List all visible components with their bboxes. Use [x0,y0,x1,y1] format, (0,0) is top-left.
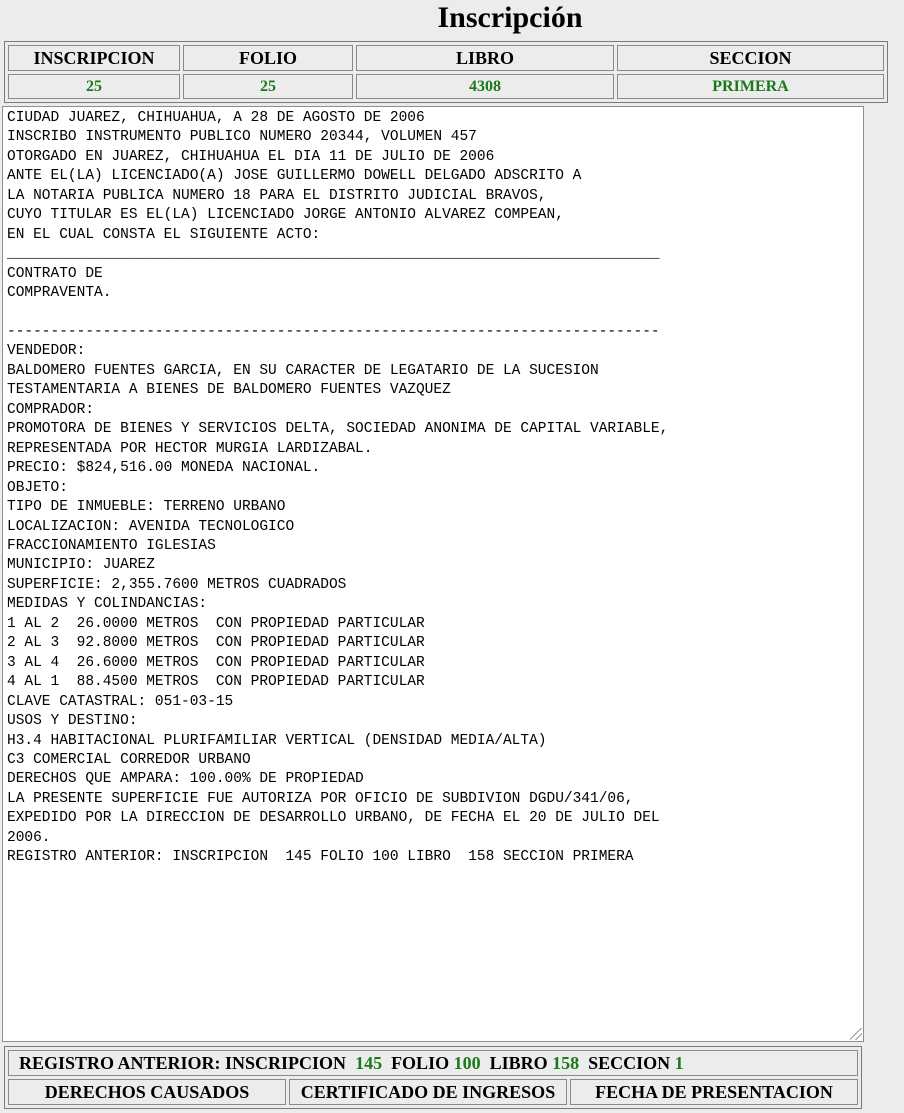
document-line: USOS Y DESTINO: [7,713,138,730]
footer-table [4,1046,862,1109]
document-line: 2 AL 3 92.8000 METROS CON PROPIEDAD PARTICULAR [7,635,425,652]
document-line: INSCRIBO INSTRUMENTO PUBLICO NUMERO 20344, VOLUMEN 457 [7,129,477,146]
document-line: COMPRADOR: [7,401,95,418]
document-line: ANTE EL(LA) LICENCIADO(A) JOSE GUILLERMO DOWELL DELGADO ADSCRITO A [7,168,582,185]
document-line: OBJETO: [7,479,68,496]
document-textarea[interactable] [2,106,864,1042]
document-line: EXPEDIDO POR LA DIRECCION DE DESARROLLO URBANO, DE FECHA EL 20 DE JULIO DEL [7,810,660,827]
registro-prefix-label: REGISTRO ANTERIOR: INSCRIPCION [19,1052,347,1073]
registro-seccion-label: SECCION [588,1052,671,1073]
document-line: 1 AL 2 26.0000 METROS CON PROPIEDAD PARTICULAR [7,615,425,632]
document-line: 2006. [7,829,51,846]
summary-header-row [8,45,884,71]
page-title: Inscripción [437,1,583,34]
registro-folio-label: FOLIO [391,1052,450,1073]
header-seccion: SECCION [617,45,884,71]
document-line: SUPERFICIE: 2,355.7600 METROS CUADRADOS [7,576,347,593]
header-inscripcion: INSCRIPCION [8,45,180,71]
registro-libro-label: LIBRO [489,1052,548,1073]
registro-folio-value: 100 [453,1052,481,1073]
header-fecha-presentacion: FECHA DE PRESENTACION [570,1079,858,1105]
registro-inscripcion-value: 145 [355,1052,383,1073]
inscription-summary-table [4,41,888,103]
document-line: CONTRATO DE [7,265,103,282]
summary-value-row [8,74,884,99]
header-certificado-ingresos: CERTIFICADO DE INGRESOS [289,1079,567,1105]
document-line: REPRESENTADA POR HECTOR MURGIA LARDIZABAL. [7,440,373,457]
document-line: PRECIO: $824,516.00 MONEDA NACIONAL. [7,460,321,477]
document-line: CIUDAD JUAREZ, CHIHUAHUA, A 28 DE AGOSTO DE 2006 [7,110,425,126]
document-line: LOCALIZACION: AVENIDA TECNOLOGICO [7,518,295,535]
document-line: --------------------------------------------------------------------------- [7,323,660,340]
registro-anterior [8,1050,858,1076]
document-line: MUNICIPIO: JUAREZ [7,557,155,574]
document-line: VENDEDOR: [7,343,86,360]
value-inscripcion: 25 [8,74,180,99]
document-line: COMPRAVENTA. [7,285,112,302]
document-line [7,304,859,323]
value-seccion: PRIMERA [617,74,884,99]
document-line: PROMOTORA DE BIENES Y SERVICIOS DELTA, SOCIEDAD ANONIMA DE CAPITAL VARIABLE, [7,421,669,438]
header-folio: FOLIO [183,45,353,71]
document-line: ___________________________________________________________________________ [7,246,660,263]
document-line: C3 COMERCIAL CORREDOR URBANO [7,751,251,768]
document-line: LA PRESENTE SUPERFICIE FUE AUTORIZA POR OFICIO DE SUBDIVION DGDU/341/06, [7,790,634,807]
document-line: DERECHOS QUE AMPARA: 100.00% DE PROPIEDAD [7,771,364,788]
document-line: BALDOMERO FUENTES GARCIA, EN SU CARACTER DE LEGATARIO DE LA SUCESION [7,362,599,379]
registro-anterior-row [8,1050,858,1076]
value-folio: 25 [183,74,353,99]
header-derechos-causados: DERECHOS CAUSADOS [8,1079,286,1105]
document-line: FRACCIONAMIENTO IGLESIAS [7,537,216,554]
document-line: H3.4 HABITACIONAL PLURIFAMILIAR VERTICAL (DENSIDAD MEDIA/ALTA) [7,732,547,749]
document-line: REGISTRO ANTERIOR: INSCRIPCION 145 FOLIO 100 LIBRO 158 SECCION PRIMERA [7,849,634,866]
registro-seccion-value: 1 [674,1052,684,1073]
document-line: TESTAMENTARIA A BIENES DE BALDOMERO FUENTES VAZQUEZ [7,382,451,399]
document-line: CUYO TITULAR ES EL(LA) LICENCIADO JORGE ANTONIO ALVAREZ COMPEAN, [7,207,564,224]
textarea-resize-grip-icon[interactable] [850,1028,862,1040]
document-line: CLAVE CATASTRAL: 051-03-15 [7,693,234,710]
header-libro: LIBRO [356,45,614,71]
document-line: TIPO DE INMUEBLE: TERRENO URBANO [7,499,286,516]
footer-header-row [8,1079,858,1105]
document-line: OTORGADO EN JUAREZ, CHIHUAHUA EL DIA 11 DE JULIO DE 2006 [7,148,495,165]
document-line: LA NOTARIA PUBLICA NUMERO 18 PARA EL DISTRITO JUDICIAL BRAVOS, [7,187,547,204]
document-line: MEDIDAS Y COLINDANCIAS: [7,596,208,613]
document-line: 4 AL 1 88.4500 METROS CON PROPIEDAD PARTICULAR [7,674,425,691]
registro-libro-value: 158 [552,1052,580,1073]
document-line: EN EL CUAL CONSTA EL SIGUIENTE ACTO: [7,226,321,243]
value-libro: 4308 [356,74,614,99]
document-line: 3 AL 4 26.6000 METROS CON PROPIEDAD PARTICULAR [7,654,425,671]
